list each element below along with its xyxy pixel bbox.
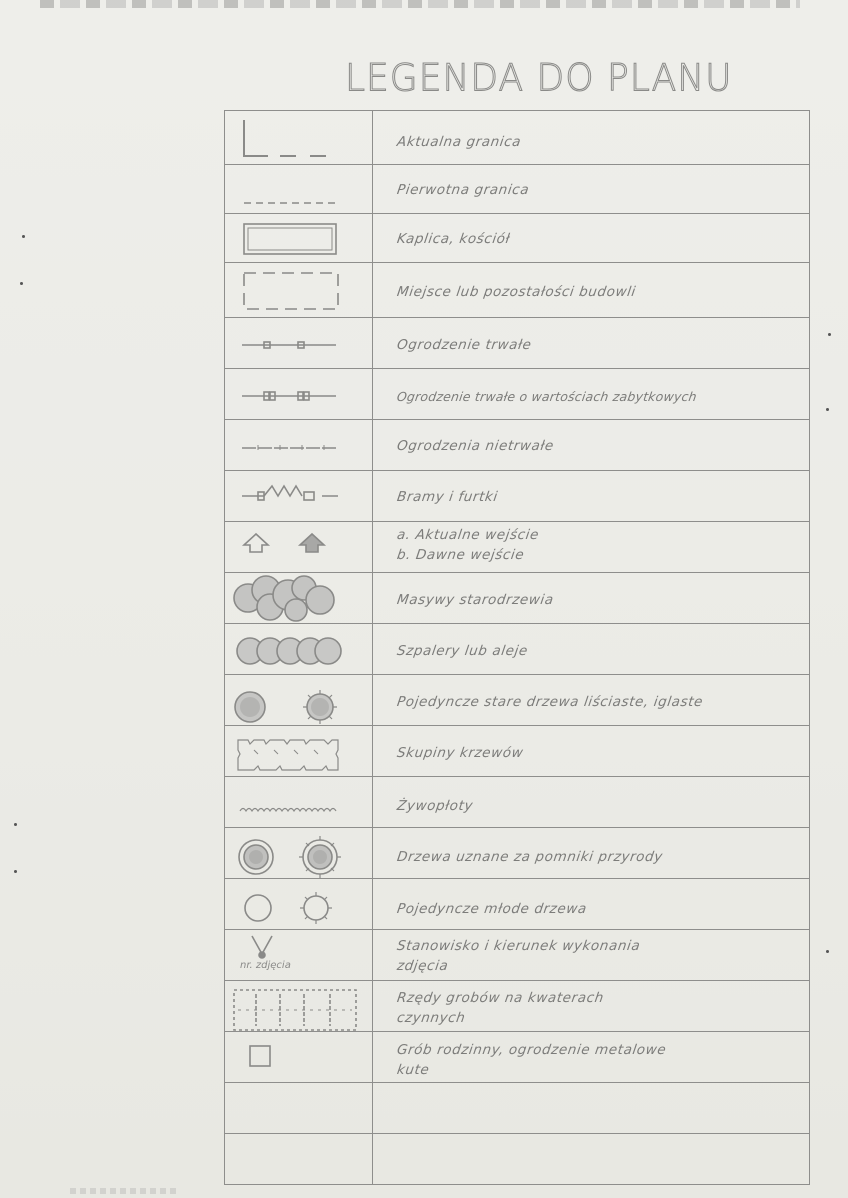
legend-label: Pojedyncze młode drzewa bbox=[395, 901, 588, 917]
legend-label: Miejsce lub pozostałości budowli bbox=[395, 284, 637, 300]
column-divider bbox=[372, 110, 373, 1185]
page-title: LEGENDA DO PLANU bbox=[345, 56, 733, 101]
margin-mark bbox=[14, 870, 17, 873]
historic-fence-icon bbox=[242, 392, 336, 400]
margin-mark bbox=[20, 282, 23, 285]
grave-rows-icon bbox=[234, 990, 356, 1030]
legend-label: Ogrodzenie trwałe o wartościach zabytkowych bbox=[395, 389, 698, 404]
margin-mark bbox=[826, 950, 829, 953]
legend-label: Szpalery lub aleje bbox=[395, 643, 529, 659]
legend-label-secondary: czynnych bbox=[395, 1010, 467, 1026]
monument-trees-icon bbox=[239, 836, 341, 878]
legend-label-secondary: b. Dawne wejście bbox=[395, 547, 526, 563]
legend-label: Aktualna granica bbox=[395, 134, 523, 150]
current-boundary-icon bbox=[244, 120, 326, 156]
temporary-fence-icon bbox=[242, 445, 336, 450]
viewpoint-icon bbox=[252, 936, 272, 958]
young-trees-icon bbox=[245, 892, 332, 924]
entrance-arrows-icon bbox=[244, 534, 324, 552]
legend-label: a. Aktualne wejście bbox=[395, 527, 541, 543]
legend-label: Ogrodzenie trwałe bbox=[395, 337, 533, 353]
building-remains-icon bbox=[244, 273, 338, 309]
hedge-icon bbox=[240, 809, 336, 812]
photo-number-caption: nr. zdjęcia bbox=[240, 960, 291, 971]
legend-label: Skupiny krzewów bbox=[395, 745, 525, 761]
legend-label: Rzędy grobów na kwaterach bbox=[395, 990, 605, 1006]
tree-row-icon bbox=[237, 638, 341, 664]
legend-label: Drzewa uznane za pomniki przyrody bbox=[395, 849, 664, 865]
shrub-cluster-icon bbox=[238, 740, 338, 770]
gates-icon bbox=[242, 486, 338, 500]
permanent-fence-icon bbox=[242, 342, 336, 348]
legend-label-secondary: zdjęcia bbox=[395, 958, 450, 974]
legend-label: Masywy starodrzewia bbox=[395, 592, 555, 608]
legend-label: Bramy i furtki bbox=[395, 489, 499, 505]
legend-label: Żywopłoty bbox=[395, 798, 475, 814]
family-grave-icon bbox=[250, 1046, 270, 1066]
margin-mark bbox=[828, 333, 831, 336]
legend-symbols bbox=[224, 110, 372, 1185]
legend-label: Pojedyncze stare drzewa liściaste, iglaste bbox=[395, 694, 705, 710]
margin-mark bbox=[14, 823, 17, 826]
old-tree-mass-icon bbox=[234, 576, 334, 621]
margin-mark bbox=[826, 408, 829, 411]
legend-label-secondary: kute bbox=[395, 1062, 431, 1078]
legend-label: Ogrodzenia nietrwałe bbox=[395, 438, 555, 454]
single-trees-icon bbox=[235, 690, 337, 724]
legend-label: Stanowisko i kierunek wykonania bbox=[395, 938, 642, 954]
legend-label: Grób rodzinny, ogrodzenie metalowe bbox=[395, 1042, 668, 1058]
legend-label: Kaplica, kościół bbox=[395, 231, 512, 247]
scan-artifact bbox=[70, 1188, 180, 1194]
margin-mark bbox=[22, 235, 25, 238]
scan-artifact bbox=[40, 0, 800, 8]
legend-label: Pierwotna granica bbox=[395, 182, 531, 198]
chapel-church-icon bbox=[244, 224, 336, 254]
